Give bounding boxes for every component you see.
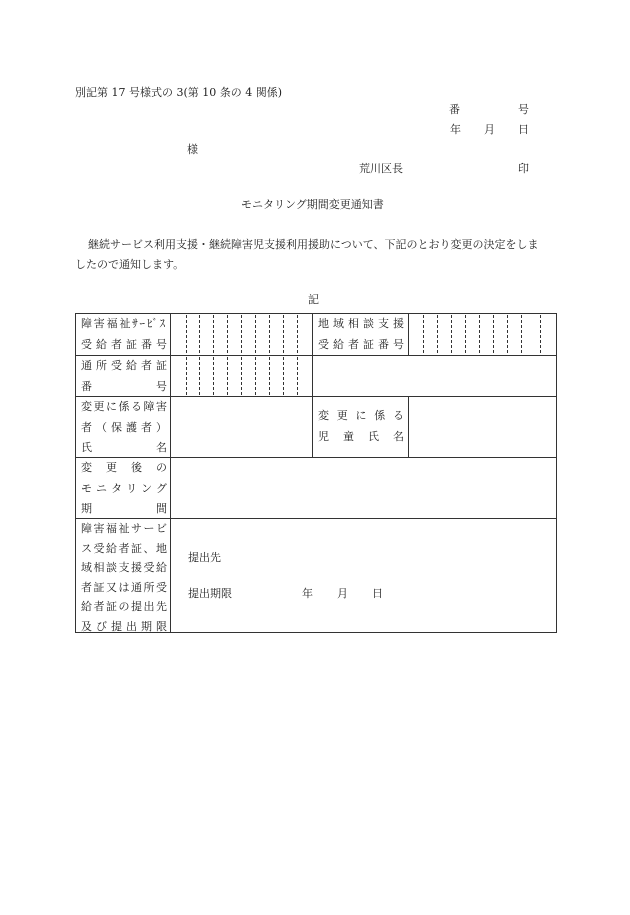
r5-date-tsuki: 月 [337, 587, 348, 600]
r5-label-line4: 者証又は通所受 [81, 580, 167, 594]
number-label-go: 号 [518, 103, 529, 116]
r1-left-label-line2: 受給者証番号 [81, 337, 167, 351]
r1-right-label [318, 314, 404, 355]
form-header: 別記第 17 号様式の 3(第 10 条の 4 関係) [75, 86, 283, 99]
recipient-honorific: 様 [187, 143, 198, 156]
r2-label [81, 356, 167, 397]
r3-left-label [81, 397, 167, 459]
body-text-line2: したので通知します。 [75, 258, 185, 271]
r5-label-line1: 障害福祉サービ [81, 522, 167, 535]
r1-left-label-line1: 障害福祉ｻｰﾋﾞｽ [81, 317, 167, 330]
date-tsuki: 月 [484, 123, 495, 136]
r5-label-line5: 給者証の提出先 [81, 600, 167, 614]
r1-right-label-line2: 受給者証番号 [318, 337, 404, 351]
issuer-seal: 印 [518, 162, 529, 175]
r5-deadline-label: 提出期限 [188, 587, 232, 600]
r4-label [81, 458, 167, 520]
r3-left-label-line2: 者（保護者） [81, 420, 167, 434]
r5-label-line2: ス受給者証、地 [81, 541, 167, 555]
number-label-ban: 番 [449, 103, 460, 116]
r1-right-label-line1: 地域相談支援 [318, 317, 404, 330]
r5-label-line6: 及び提出期限 [81, 619, 167, 633]
r3-left-label-line3: 氏名 [81, 441, 167, 454]
r4-label-line3: 期間 [81, 502, 167, 515]
date-hi: 日 [518, 123, 529, 136]
date-nen: 年 [450, 123, 461, 136]
r5-date-hi: 日 [372, 587, 383, 600]
r2-label-line2: 番号 [81, 379, 167, 393]
r5-date-nen: 年 [302, 587, 313, 600]
r5-label-line3: 域相談支援受給 [81, 561, 167, 575]
r3-right-label-line2: 児童氏名 [318, 429, 404, 443]
r5-label [81, 519, 167, 637]
r3-right-label-line1: 変更に係る [318, 409, 404, 422]
r1-left-label [81, 314, 167, 355]
document-title: モニタリング期間変更通知書 [241, 198, 384, 211]
r4-label-line1: 変更後の [81, 461, 167, 474]
r3-left-label-line1: 変更に係る障害 [81, 400, 167, 413]
issuer-name: 荒川区長 [359, 162, 403, 175]
r2-label-line1: 通所受給者証 [81, 359, 167, 372]
r3-right-label [318, 406, 404, 447]
r5-submit-to-label: 提出先 [188, 551, 221, 564]
r4-label-line2: モニタリング [81, 481, 167, 495]
body-text-line1: 継続サービス利用支援・継続障害児支援利用援助について、下記のとおり変更の決定をしま [88, 238, 539, 251]
ki-label: 記 [308, 293, 319, 306]
